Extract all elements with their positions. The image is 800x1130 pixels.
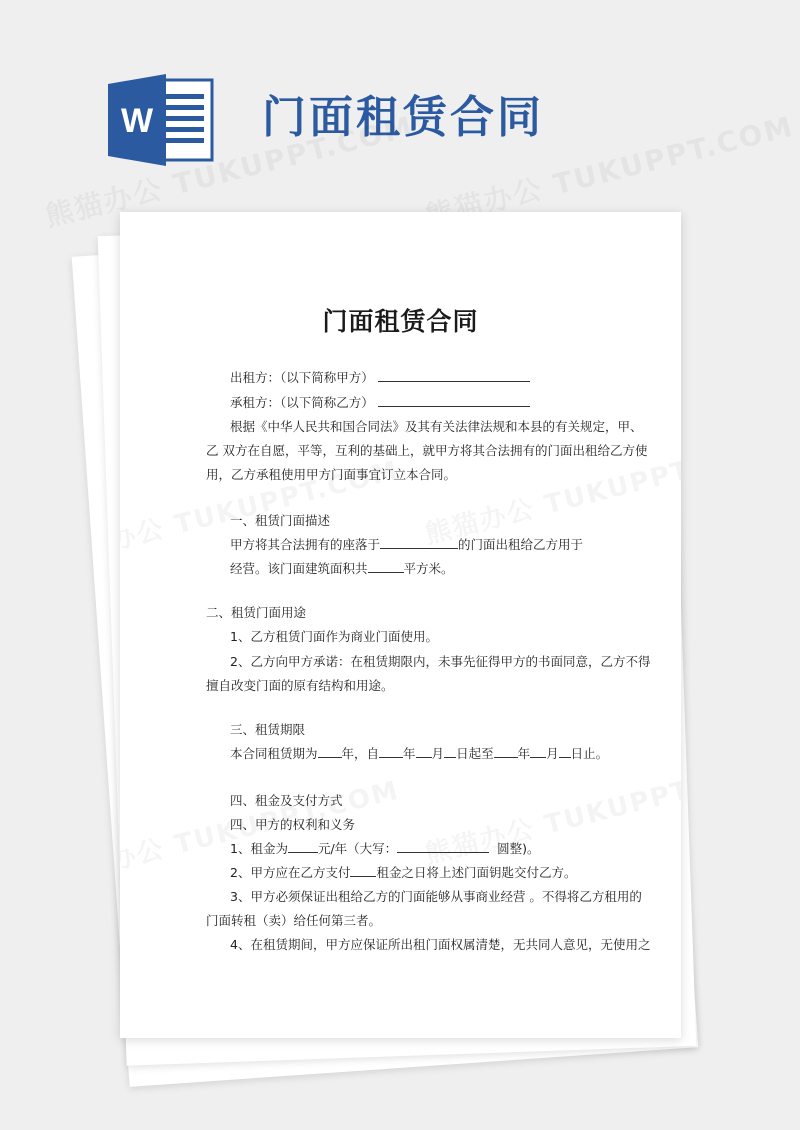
section-text: 1、乙方租赁门面作为商业门面使用。 — [230, 629, 438, 644]
lessor-label: 出租方：（以下简称甲方） — [230, 370, 374, 385]
svg-text:W: W — [120, 102, 154, 140]
location-blank — [380, 536, 458, 549]
intro-line: 用，乙方承租使用甲方门面事宜订立本合同。 — [206, 467, 457, 482]
document-page — [120, 212, 681, 1038]
lessee-label: 承租方：（以下简称乙方） — [230, 395, 374, 410]
header-title: 门面租赁合同 — [262, 92, 544, 143]
term-text: 月 — [431, 746, 445, 761]
header-banner — [0, 0, 800, 200]
section-text: 3、甲方必须保证出租给乙方的门面能够从事商业经营 。不得将乙方租用的 — [230, 889, 642, 904]
key-line — [230, 864, 576, 882]
section-heading: 四、甲方的权利和义务 — [230, 817, 356, 832]
term-blank — [318, 745, 342, 758]
key-blank — [350, 864, 376, 877]
section-text — [230, 536, 583, 554]
area-suffix: 平方米。 — [403, 561, 454, 576]
rent-text: 元/年（大写： — [317, 841, 398, 856]
intro-line: 乙 双方在自愿，平等，互利的基础上，就甲方将其合法拥有的门面出租给乙方使 — [206, 443, 648, 458]
term-blank — [559, 745, 571, 758]
term-blank — [530, 745, 546, 758]
term-text: 月 — [546, 746, 559, 761]
term-text: 本合同租赁期为 — [230, 746, 318, 761]
section-text: 擅自改变门面的原有结构和用途。 — [206, 678, 394, 693]
lessor-blank — [378, 369, 530, 382]
term-blank — [494, 745, 518, 758]
lessee-line — [230, 394, 530, 412]
term-text: 日起至 — [456, 746, 494, 761]
intro-line: 根据《中华人民共和国合同法》及其有关法律法规和本县的有关规定，甲、 — [230, 419, 643, 434]
term-text: 日止。 — [570, 746, 609, 761]
term-text: 年 — [403, 746, 416, 761]
word-icon — [108, 74, 214, 166]
lessor-line — [230, 369, 530, 387]
lessee-blank — [378, 394, 530, 407]
rent-line — [230, 840, 540, 858]
document-title: 门面租赁合同 — [322, 307, 479, 336]
section-text — [230, 560, 454, 578]
term-text: 年，自 — [341, 746, 380, 761]
section-text: 2、乙方向甲方承诺：在租赁期限内，未事先征得甲方的书面同意，乙方不得 — [230, 654, 651, 669]
term-text: 年 — [517, 746, 531, 761]
section-heading: 三、租赁期限 — [230, 722, 306, 737]
key-text: 租金之日将上述门面钥匙交付乙方。 — [376, 865, 577, 880]
section-heading: 一、租赁门面描述 — [230, 513, 331, 528]
section-heading: 四、租金及支付方式 — [230, 793, 343, 808]
rent-blank — [288, 840, 318, 853]
section-text: 门面转租（卖）给任何第三者。 — [206, 913, 382, 928]
rent-text: 1、租金为 — [230, 841, 288, 856]
area-label: 经营。该门面建筑面积共 — [230, 561, 368, 576]
term-blank — [379, 745, 403, 758]
area-blank — [368, 560, 404, 573]
section-text: 4、在租赁期间，甲方应保证所出租门面权属清楚，无共同人意见，无使用之 — [230, 937, 651, 952]
term-line — [230, 745, 608, 763]
location-suffix: 的门面出租给乙方用于 — [458, 537, 584, 552]
section-heading: 二、租赁门面用途 — [206, 605, 307, 620]
location-label: 甲方将其合法拥有的座落于 — [230, 537, 381, 552]
rent-text: 圆整)。 — [497, 841, 540, 856]
key-text: 2、甲方应在乙方支付 — [230, 865, 351, 880]
term-blank — [416, 745, 432, 758]
term-blank — [444, 745, 456, 758]
rent-blank — [397, 840, 489, 853]
